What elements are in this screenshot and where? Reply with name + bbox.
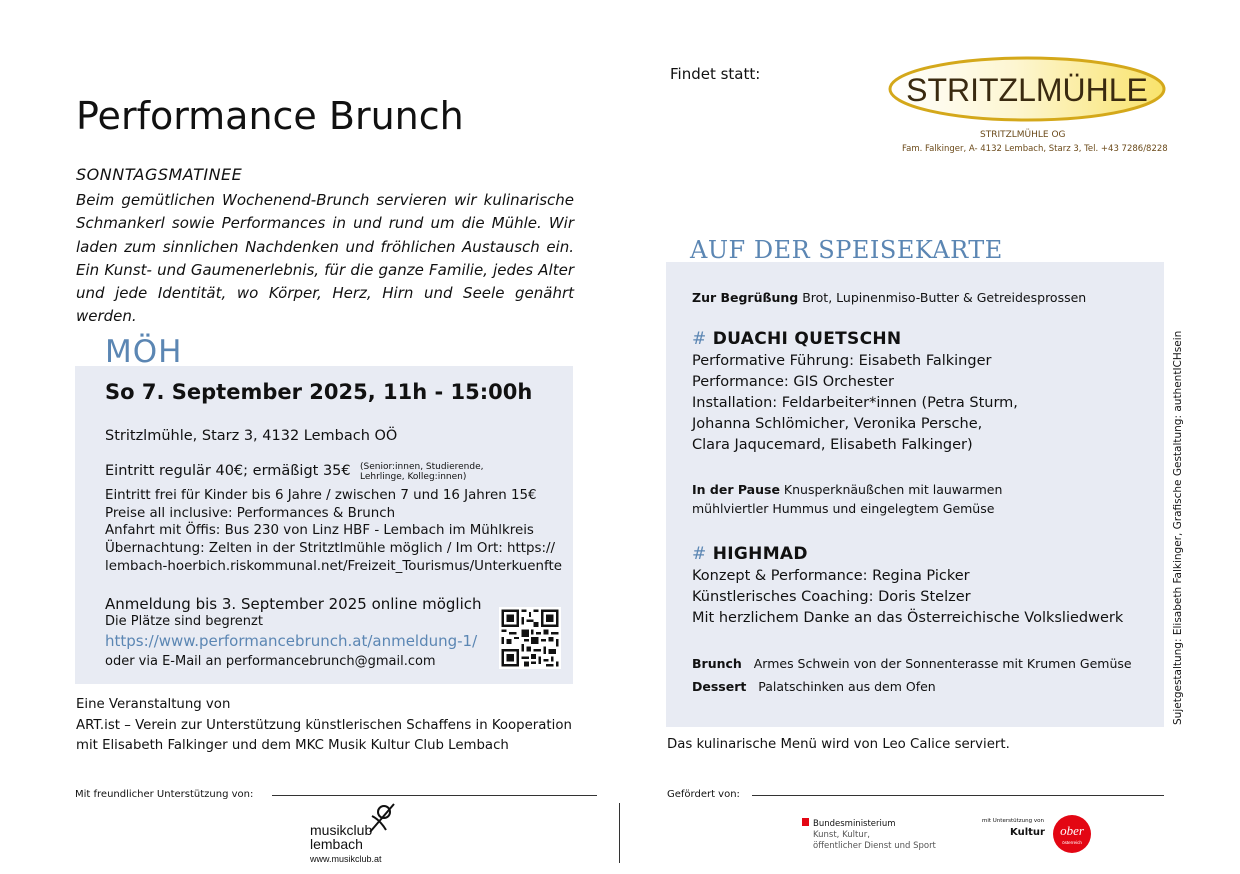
menu-greeting	[692, 290, 1086, 305]
menu-heading-2	[692, 544, 808, 564]
bm-title: Bundesministerium	[813, 819, 896, 829]
kultur-label: Kultur	[1010, 827, 1045, 838]
brunch-label: Brunch	[692, 656, 742, 671]
funded-label: Gefördert von:	[667, 789, 740, 800]
greeting-text: Brot, Lupinenmiso-Butter & Getreidesprossen	[802, 290, 1087, 305]
dessert-label: Dessert	[692, 679, 747, 694]
logo-subtitle: STRITZLMÜHLE OG	[980, 130, 1066, 140]
mk-line-3: www.musikclub.at	[310, 854, 382, 864]
program-line: Mit herzlichem Danke an das Österreichische Volksliedwerk	[692, 610, 1124, 626]
hash-icon: #	[692, 329, 707, 349]
program-line: Performative Führung: Eisabeth Falkinger	[692, 353, 992, 369]
program-line: Johanna Schlömicher, Veronika Persche,	[692, 416, 983, 432]
info-lines	[105, 487, 575, 576]
divider	[752, 795, 1164, 796]
program-1	[692, 351, 1152, 456]
info-line: Übernachtung: Zelten in der Stritztlmühle möglich / Im Ort: https://	[105, 541, 555, 557]
footer-divider	[619, 803, 620, 863]
program-line: Künstlerisches Coaching: Doris Stelzer	[692, 589, 971, 605]
bm-line: öffentlicher Dienst und Sport	[813, 841, 936, 851]
info-line: Anfahrt mit Öffis: Bus 230 von Linz HBF - Lembach im Mühlkreis	[105, 523, 534, 539]
stritzlmuehle-logo	[888, 55, 1168, 125]
info-line: Eintritt frei für Kinder bis 6 Jahre / zwischen 7 und 16 Jahren 15€	[105, 488, 537, 503]
program-line: Installation: Feldarbeiter*innen (Petra Sturm,	[692, 395, 1018, 411]
ober-text: ober	[1060, 823, 1084, 838]
program-2	[692, 566, 1152, 629]
program-line: Clara Jaqucemard, Elisabeth Falkinger)	[692, 437, 973, 453]
organizer-line: ART.ist – Verein zur Unterstützung künstlerischen Schaffens in Kooperation	[76, 717, 572, 733]
registration-link[interactable]: https://www.performancebrunch.at/anmeldung-1/	[105, 632, 478, 650]
registration-mail: oder via E-Mail an performancebrunch@gmail.com	[105, 654, 436, 669]
page-title: Performance Brunch	[76, 94, 464, 138]
section-title: MÖH	[105, 334, 183, 370]
organizer-line: mit Elisabeth Falkinger und dem MKC Musik Kultur Club Lembach	[76, 738, 509, 753]
austria-flag-icon	[802, 818, 809, 826]
hash-icon: #	[692, 544, 707, 564]
pause-text: Knusperknäußchen mit lauwarmen	[783, 482, 1003, 497]
organizer-info	[76, 695, 596, 757]
program-line: Konzept & Performance: Regina Picker	[692, 568, 970, 584]
program-line: Performance: GIS Orchester	[692, 374, 894, 390]
venue-label: Findet statt:	[670, 65, 761, 83]
event-address: Stritzlmühle, Starz 3, 4132 Lembach OÖ	[105, 428, 398, 444]
served-by: Das kulinarische Menü wird von Leo Calice serviert.	[667, 737, 1010, 752]
organizer-line: Eine Veranstaltung von	[76, 697, 231, 712]
registration-text: Anmeldung bis 3. September 2025 online möglich	[105, 595, 482, 613]
intro-text: Beim gemütlichen Wochenend-Brunch servieren wir kulinarische Schmankerl sowie Performances in und rund um die Mühle. Wir laden zum sinnlichen Nachdenken und fröhlichen Austausch ein. Ein Kunst- und Gaumenerlebnis, für die ganze Familie, jedes Alter und jede Identität, wo Körper, Herz, Hirn und Seele genährt werden.	[76, 191, 574, 326]
logo-address: Fam. Falkinger, A- 4132 Lembach, Starz 3, Tel. +43 7286/8228	[902, 144, 1168, 154]
pause-label: In der Pause	[692, 482, 780, 497]
info-line: Preise all inclusive: Performances & Brunch	[105, 505, 396, 521]
musikclub-lembach-logo	[310, 802, 400, 866]
mk-line-1: musikclub	[310, 822, 373, 838]
limited-seats: Die Plätze sind begrenzt	[105, 614, 263, 629]
oberoesterreich-logo	[1052, 814, 1092, 854]
pause-text-2: mühlviertler Hummus und eingelegtem Gemüse	[692, 501, 995, 516]
heading-text: HIGHMAD	[712, 544, 808, 564]
menu-heading-1	[692, 329, 901, 349]
event-date: So 7. September 2025, 11h - 15:00h	[105, 380, 533, 404]
fee-note: (Senior:innen, Studierende, Lehrlinge, Kolleg:innen)	[360, 462, 484, 482]
dessert-line	[692, 679, 936, 694]
brunch-text: Armes Schwein von der Sonnenterasse mit Krumen Gemüse	[753, 656, 1132, 671]
logo-text: STRITZLMÜHLE	[906, 72, 1148, 108]
kultur-small-label: mit Unterstützung von	[982, 818, 1044, 824]
support-label: Mit freundlicher Unterstützung von:	[75, 789, 254, 800]
brunch-line	[692, 656, 1132, 671]
bm-line: Kunst, Kultur,	[813, 830, 870, 840]
mk-line-2: lembach	[310, 836, 363, 852]
menu-title: AUF DER SPEISEKARTE	[690, 236, 1003, 264]
greeting-label: Zur Begrüßung	[692, 290, 799, 305]
dessert-text: Palatschinken aus dem Ofen	[758, 679, 936, 694]
info-line: lembach-hoerbich.riskommunal.net/Freizeit_Tourismus/Unterkuenfte	[105, 558, 562, 574]
fee-text: Eintritt regulär 40€; ermäßigt 35€	[105, 463, 351, 479]
ober-sub-text: österreich	[1062, 840, 1082, 845]
design-credit: Sujetgestaltung: Elisabeth Falkinger, Grafische Gestaltung: authentICHsein	[1172, 330, 1184, 725]
pause-info	[692, 480, 1152, 518]
bmkoes-logo	[802, 818, 936, 852]
heading-text: DUACHI QUETSCHN	[712, 329, 902, 349]
divider	[272, 795, 597, 796]
qr-code-icon	[499, 607, 561, 669]
subtitle: SONNTAGSMATINEE	[76, 165, 243, 184]
